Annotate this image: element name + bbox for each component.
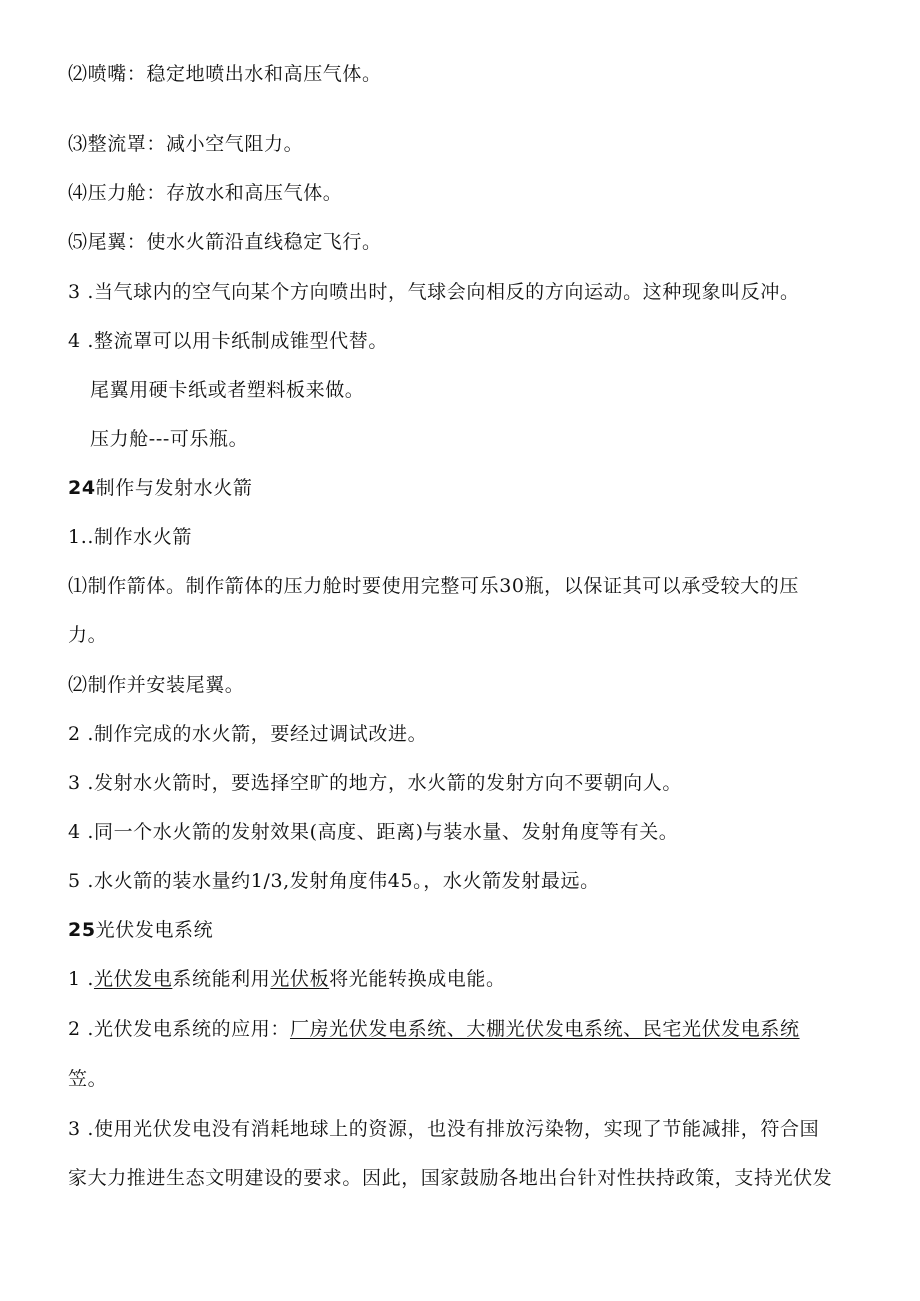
- section-number: 25: [68, 919, 96, 941]
- text-line: 5 .水火箭的装水量约1/3,发射角度伟45。，水火箭发射最远。: [68, 870, 600, 892]
- list-number: 1 .: [68, 968, 94, 990]
- text-line: 家大力推进生态文明建设的要求。因此，国家鼓励各地出台针对性扶持政策，支持光伏发: [68, 1167, 833, 1189]
- text-line: 力。: [68, 624, 108, 646]
- text-span: 将光能转换成电能。: [329, 968, 506, 990]
- section-title: 光伏发电系统: [95, 919, 214, 941]
- text-line: 3 .发射水火箭时，要选择空旷的地方，水火箭的发射方向不要朝向人。: [68, 772, 682, 794]
- text-line: [68, 966, 506, 992]
- section-heading-25: [68, 917, 213, 943]
- text-span: 系统能利用: [172, 968, 271, 990]
- text-line: 4 .整流罩可以用卡纸制成锥型代替。: [68, 330, 388, 352]
- text-line: 1..制作水火箭: [68, 526, 192, 548]
- text-line: ⑵喷嘴：稳定地喷出水和高压气体。: [68, 63, 382, 85]
- text-line: 笠。: [68, 1068, 108, 1090]
- text-line: 3 .当气球内的空气向某个方向喷出时，气球会向相反的方向运动。这种现象叫反冲。: [68, 281, 800, 303]
- text-span: 2 .光伏发电系统的应用：: [68, 1018, 290, 1040]
- underlined-term: 光伏发电: [93, 968, 173, 990]
- text-line: ⑸尾翼：使水火箭沿直线稳定飞行。: [68, 231, 382, 253]
- section-number: 24: [68, 477, 96, 499]
- text-line: 3 .使用光伏发电没有消耗地球上的资源，也没有排放污染物，实现了节能减排，符合国: [68, 1118, 820, 1140]
- text-line: 2 .制作完成的水火箭，要经过调试改进。: [68, 723, 428, 745]
- text-line: 尾翼用硬卡纸或者塑料板来做。: [90, 379, 365, 401]
- section-title: 制作与发射水火箭: [95, 477, 253, 499]
- text-line: 4 .同一个水火箭的发射效果(高度、距离)与装水量、发射角度等有关。: [68, 821, 679, 843]
- text-line: [68, 1016, 800, 1042]
- text-line: ⑷压力舱：存放水和高压气体。: [68, 182, 343, 204]
- underlined-term: 光伏板: [270, 968, 330, 990]
- section-heading-24: [68, 475, 252, 501]
- text-line: ⑶整流罩：减小空气阻力。: [68, 133, 304, 155]
- text-line: 压力舱---可乐瓶。: [90, 428, 249, 450]
- text-line: ⑴制作箭体。制作箭体的压力舱时要使用完整可乐30瓶，以保证其可以承受较大的压: [68, 575, 799, 597]
- underlined-term: 厂房光伏发电系统、大棚光伏发电系统、民宅光伏发电系统: [289, 1018, 800, 1040]
- text-line: ⑵制作并安装尾翼。: [68, 674, 245, 696]
